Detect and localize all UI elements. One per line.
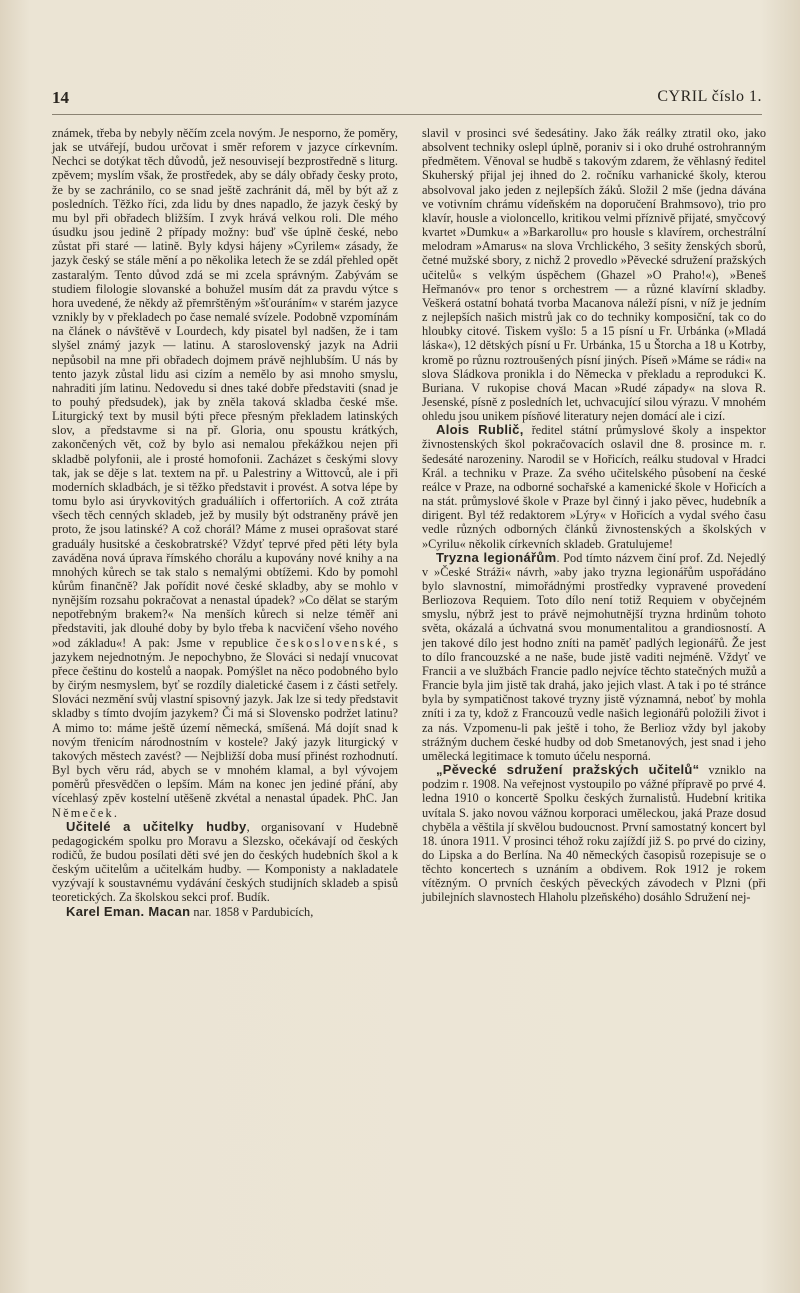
article-macan	[52, 905, 398, 919]
section-heading: Karel Eman. Macan	[66, 903, 191, 919]
article-legionaries	[422, 551, 766, 763]
paragraph-text: . Pod tímto názvem činí prof. Zd. Nejedlý v »České Stráži« návrh, »aby jako tryzna legionářům uspořádáno bylo slavnostní, mimořádnými prostředky vypravené provedení Berliozova Requiem. Toto dílo není totiž Requiem v obyčejném smyslu, nýbrž jest to právě nejmohutnější tryzna hrdinům tohoto světa, okázalá a úchvatná svou monumentalitou a grandiosností. A jen takové dílo jest hodno zníti na paměť padlých legionářů. Že jest to dílo francouzské a ne naše, bude jistě vaditi nejméně. Vždyť ve Francii a ve službách Francie padlo nejvíce těchto statečných mužů a Francie byla jim jistě tak drahá, jako jejich vlast. A tak i po té stránce byla by sympatičnost takové tryzny jistě významná, neboť by mohla zníti i za ty, kdož z Francouzů vedle našich legionářů položili život i za nás. Vzpomenu-li pak ještě i toho, že Berlioz vždy byl jakoby strážným duchem české hudby od dob Smetanových, jest snad i jeho umělecká legitimace k tomuto účelu nesporná.	[422, 550, 766, 763]
paragraph-text: , s jazykem nejednotným. Je nepochybno, že Slováci si nedají vnucovat přece češtinu do kostelů a naopak. Pomýšlet na něco podobného bylo by čirým nesmyslem, byť se rozdíly dialetické časem i z části setřely. Slováci nezmění svůj vlastní spisovný jazyk. Jak lze si tedy představit skladby s tímto dvojím jazykem? Či má si Slovensko podržet latinu? A mimo to: máme ještě území německá, smíšená. Má dojít snad k novým třenicím národnostním v kostele? Jaký jazyk liturgický v takových městech zavést? — Nejbližší doba musí přinést rozhodnutí. Byl bych věru rád, abych se v mnohém klamal, a byl vývojem poměrů přesvědčen o lepším. Mám na konec jen jediné přání, aby vícehlasý zpěv kostelní utěšeně zkvétal a nenastal úpadek. PhC. Jan	[52, 635, 398, 806]
section-heading: Tryzna legionářům	[436, 549, 557, 565]
section-heading: Učitelé a učitelky hudby	[66, 818, 247, 834]
article-liturgical-language	[52, 126, 398, 820]
article-teachers-choir	[422, 763, 766, 905]
paragraph-text: známek, třeba by nebyly něčím zcela novým. Je nesporno, že poměry, jak se utvářejí, budou určovat i směr reforem v jazyce církevním. Nechci se dotýkat těch důvodů, jež nesouvisejí bezprostředně s liturg. zpěvem; myslím však, že prostředek, aby se dály obřady česky proto, že by se zachránilo, co se snad ještě zachránit dá, měl by být až z posledních. Těžko říci, zda lidu by dnes napadlo, že jazyk český by mu byl při obřadech bližším. I zvyk hrává velkou roli. Dle mého úsudku jsou jedině 2 případy možny: buď vše úplně české, nebo zůstat při staré — latině. Byly kdysi hájeny »Cyrilem« zásady, že jazyk český se stále mění a po několika letech že se zdál přehled opět zastaralým. Tento důvod zdá se mi zcela správným. Zabývám se studiem filologie slovanské a bohužel musím dát za pravdu výtce s hora uvedené, že někdy až přemrštěným »šťouráním« v starém jazyce vznikly by v překladech po čase nemalé svízele. Podobně vzpomínám na článek o návštěvě v Lourdech, kdy pisatel byl nadšen, že i tam slyšel známý jazyk — latinu. A staroslovenský jazyk na Adrii nepůsobil na mne při obřadech dojmem právě nejhlubším. U nás by tento jazyk zůstal lidu asi cizím a nemělo by asi mnoho smyslu, nahraditi jím latinu. Nedovedu si dnes také dobře představiti (snad je to pouhý předsudek), jak by zněla taková skladba české mše. Liturgický text by musil býti přece přesným překladem latinských slov, a představme si na př. Gloria, onu spoustu krátkých, zakončených vět, což by bylo asi nemalou překážkou nejen při skladbě polyfonii, ale i prosté homofonii. Zacházet s českými slovy tak, jak se děje s lat. textem na př. u Palestriny a Wittovců, ale i při moderních skladbách, je si těžko představit i provést. A sotva lépe by tomu bylo asi úryvkovitých graduáliích i offertoriích. A což ztráta všech těch cenných skladeb, jež by musily být odstraněny právě jen proto, že jsou latinské? A což chorál? Máme z musei oprašovat staré graduály husitské a českobratrské? Vždyť teprvé před pěti léty byla zaváděna nová úprava římského chorálu a kupovány nové knihy a na mnohých kůrech se tak stalo s nemalými obtížemi. Kdo by pomohl kůrům finančně? Jak pořídit nové české skladby, aby se mohlo v nynějším rozsahu pokračovat a nenastal úpadek? »Co dělat se starým nepotřebným brakem?« Na menších kůrech si nelze téměř ani představiti, jak dlouhé doby by bylo třeba k nacvičení všeho nového »od základu«! A pak: Jsme v republice	[52, 126, 398, 650]
author-signature: Němeček	[52, 805, 114, 820]
paragraph-text: nar. 1858 v Pardubicích,	[190, 904, 314, 919]
right-column	[422, 126, 766, 905]
page-header	[52, 90, 762, 115]
paragraph-text: , organisovaní v Hudebně pedagogickém spolku pro Moravu a Slezsko, očekávají od českých rodičů, že budou posílati děti své jen do českých hudebních škol a k českým učitelům a učitelkám hudby. — Komponisty a nakladatele vyzývají k soustavnému vydávání českých studijních skladeb a spisů teoretických. Za školskou sekci prof. Budík.	[52, 819, 398, 905]
article-macan-continued	[422, 126, 766, 423]
paragraph-text: ředitel státní průmyslové školy a inspektor živnostenských škol pokračovacích oslavil dne 8. prosince m. r. šedesáté narozeniny. Narodil se v Hořicích, reálku studoval v Hradci Král. a techniku v Praze. Za svého učitelského působení na české reálce v Praze, na odborné sochařské a kamenické škole v Hořicích a na stát. průmyslové škole v Praze byl činný i jako pěvec, hudebník a dirigent. Byl též redaktorem »Lýry« v Hořicích a vydal svého času vedle různých odborných článků živnostenských a školských v »Cyrilu« několik církevních skladeb. Gratulujeme!	[422, 423, 766, 551]
article-rublic	[422, 423, 766, 550]
paragraph-text: slavil v prosinci své šedesátiny. Jako žák reálky ztratil oko, jako absolvent techniky oslepl úplně, poraniv si i oko druhé ostrohranným předmětem. Věnoval se hudbě s takovým zdarem, že věhlasný ředitel Skuherský přijal jej ihned do 2. ročníku varhanické školy, kterou absolvoval jako jeden z nejlepších žáků. Složil 2 mše (jedna dávána ve votivním chrámu vídeňském na doporučení Brahmsovo), trio pro klavír, housle a violoncello, kritikou velmi příznivě přijaté, smyčcový kvartet »Dumku« a »Barkarollu« pro housle s klavírem, orchestrální melodram »Amarus« na slova Vrchlického, 3 sešity ženských sborů, četné mužské sbory, z nichž 2 provedlo »Pěvecké sdružení pražských učitelů« s velkým úspěchem (Ghazel »O Praho!«), »Beneš Heřmanóv« pro tenor s orchestrem — a různé klavírní skladby. Veškerá ostatní bohatá tvorba Macanova náleží písni, v níž je jedním z nejlepších našich mistrů jak co do techniky komposiční, tak co do hloubky citové. Tiskem vyšlo: 5 a 15 písní u Fr. Urbánka (»Mladá láska«), 12 dětských písní u Fr. Urbánka, 15 u Štorcha a 18 u Kotrby, kromě po různu roztroušených písní jiných. Píseň »Máme se rádi« na slova Sládkova pronikla i do Německa v překladu a reprodukci K. Buriana. V rukopise chová Macan »Rudé západy« na slova R. Jesenské, písně z posledních let, uchvacující silou výrazu. V mnohém ohledu jsou unikem písňové literatury nejen domácí ale i cizí.	[422, 126, 766, 424]
section-heading: Alois Rublič,	[436, 422, 524, 438]
paragraph-text: .	[113, 805, 117, 820]
page-number: 14	[52, 88, 69, 107]
paragraph-text: vzniklo na podzim r. 1908. Na veřejnost vystoupilo po vážné přípravě po prvé 4. ledna 1910 o koncertě Spolku českých žurnalistů. Hudební kritika uvítala S. jako novou vážnou korporaci uměleckou, jaká Praze dosud chyběla a věštila jí skvělou budoucnost. První samostatný koncert byl 18. února 1911. V prosinci téhož roku zajíždí již S. po prvé do ciziny, do Lipska a do Berlína. Na 40 německých časopisů rozepisuje se o těchto koncertech s uznáním a obdivem. Rok 1912 je rokem vítězným. O prvních českých pěveckých závodech v Plzni (při jubilejních slavnostech Hlaholu plzeňského) dosáhlo Sdružení nej-	[422, 763, 767, 905]
spaced-word: československé	[275, 635, 383, 650]
journal-title: CYRIL číslo 1.	[657, 88, 762, 105]
left-column	[52, 126, 398, 919]
article-music-teachers	[52, 820, 398, 905]
section-heading: „Pěvecké sdružení pražských učitelů“	[436, 762, 700, 778]
